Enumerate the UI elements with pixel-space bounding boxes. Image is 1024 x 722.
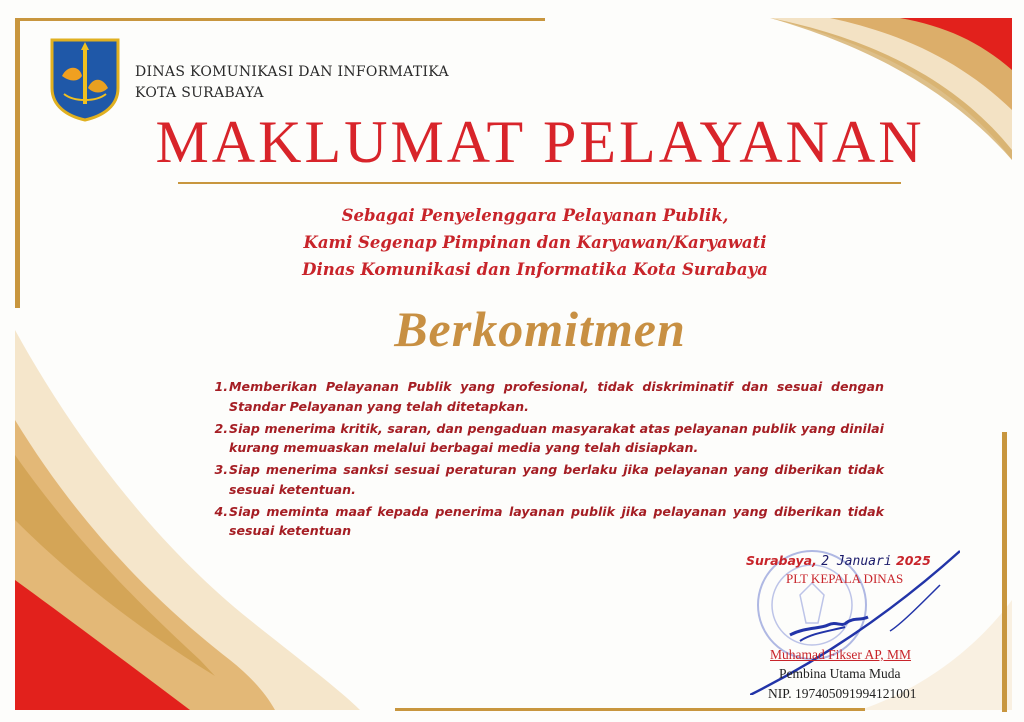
frame-line-top xyxy=(15,18,545,21)
item-number: 4. xyxy=(214,503,228,519)
intro-line: Dinas Komunikasi dan Informatika Kota Surabaya xyxy=(302,260,768,279)
signature-place: Surabaya, xyxy=(746,553,817,568)
item-number: 2. xyxy=(214,420,228,436)
signature-year: 2025 xyxy=(896,553,931,568)
intro-line: Kami Segenap Pimpinan dan Karyawan/Karyawati xyxy=(303,233,767,252)
item-text: Siap meminta maaf kepada penerima layanan publik jika pelayanan yang diberikan tidak sesuai ketentuan xyxy=(229,503,884,538)
commitment-heading: Berkomitmen xyxy=(394,301,686,357)
intro-line: Sebagai Penyelenggara Pelayanan Publik, xyxy=(341,206,729,225)
frame-line-bottom xyxy=(395,708,865,711)
organization-line2: KOTA SURABAYA xyxy=(135,85,264,101)
organization-line1: DINAS KOMUNIKASI DAN INFORMATIKA xyxy=(135,64,449,80)
commitment-list xyxy=(208,377,884,543)
signatory-name: Muhamad Fikser AP, MM xyxy=(770,647,912,662)
organization-name xyxy=(135,62,449,104)
signatory-rank: Pembina Utama Muda xyxy=(779,666,901,681)
item-text: Siap menerima sanksi sesuai peraturan yang berlaku jika pelayanan yang diberikan tidak sesuai ketentuan. xyxy=(229,462,884,497)
frame-line-right xyxy=(1002,432,1007,712)
list-item xyxy=(208,502,884,541)
item-text: Memberikan Pelayanan Publik yang profesional, tidak diskriminatif dan sesuai dengan Standar Pelayanan yang telah ditetapkan. xyxy=(229,379,884,414)
signatory-nip: NIP. 197405091994121001 xyxy=(768,686,917,701)
signature-place-date xyxy=(746,553,931,569)
item-text: Siap menerima kritik, saran, dan pengaduan masyarakat atas pelayanan publik yang dinilai kurang memuaskan melalui berbagai media yang telah disiapkan. xyxy=(229,420,884,455)
page-title: MAKLUMAT PELAYANAN xyxy=(155,109,925,175)
title-divider xyxy=(178,182,901,184)
list-item xyxy=(208,460,884,499)
list-item xyxy=(208,377,884,416)
item-number: 3. xyxy=(214,462,228,477)
item-number: 1. xyxy=(214,379,228,394)
list-item xyxy=(208,419,884,458)
signatory-position: PLT KEPALA DINAS xyxy=(786,571,904,586)
signature-handwritten-date: 2 Januari xyxy=(821,554,892,569)
intro-statement xyxy=(0,202,1024,283)
